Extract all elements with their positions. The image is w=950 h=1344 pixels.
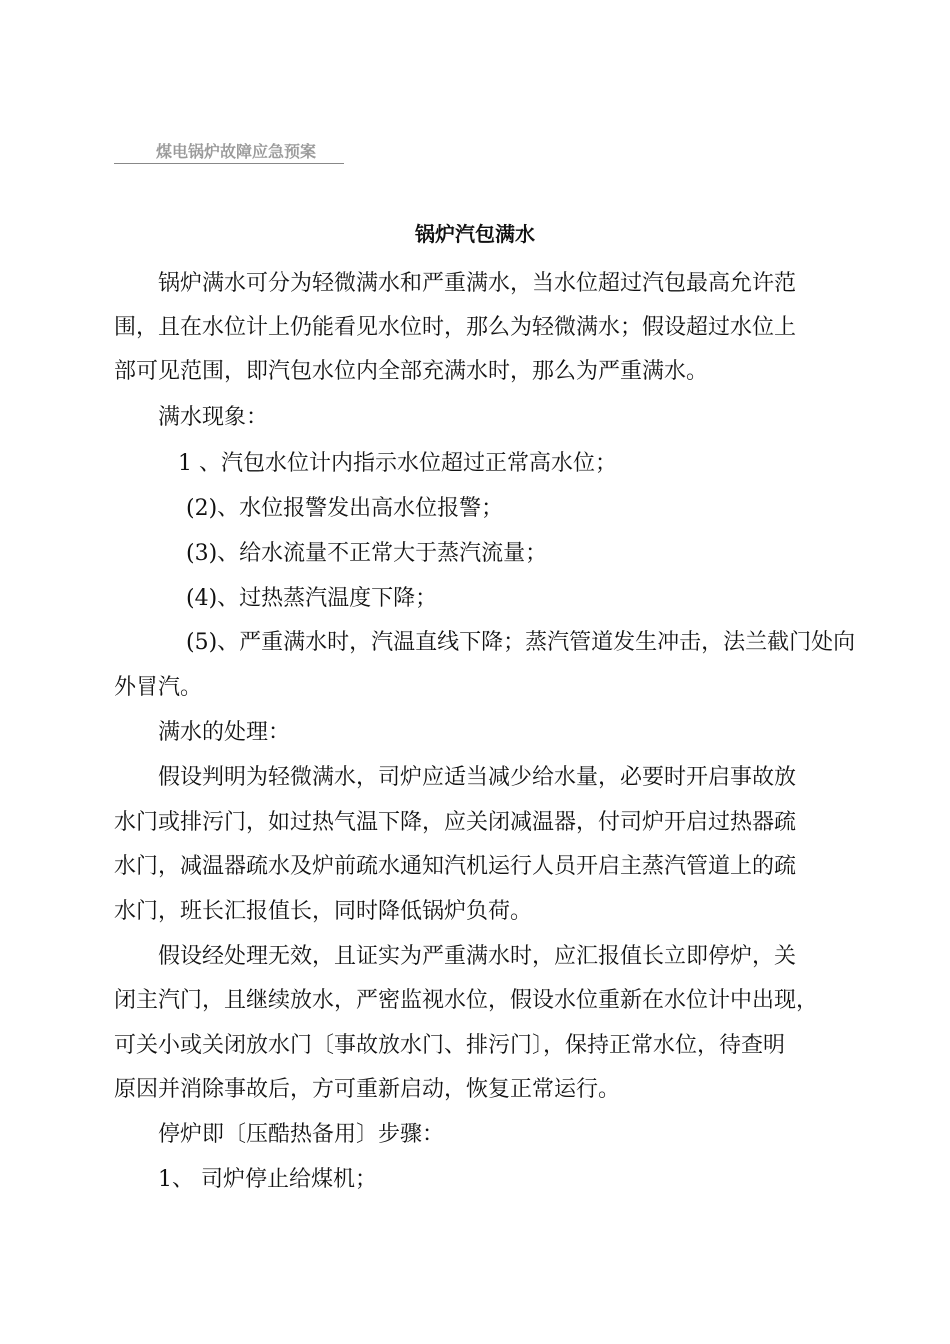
paragraph-line: 水门，班长汇报值长，同时降低锅炉负荷。 (114, 899, 533, 924)
paragraph-line: 闭主汽门，且继续放水，严密监视水位，假设水位重新在水位计中出现， (114, 988, 819, 1013)
document-title: 锅炉汽包满水 (415, 222, 535, 246)
paragraph-line: 水门或排污门，如过热气温下降，应关闭减温器，付司炉开启过热器疏 (114, 810, 797, 835)
page-header (114, 141, 344, 164)
paragraph-line: 围，且在水位计上仍能看见水位时，那么为轻微满水；假设超过水位上 (114, 315, 797, 340)
paragraph-line: 原因并消除事故后，方可重新启动，恢复正常运行。 (114, 1077, 621, 1102)
list-item: (2)、水位报警发出高水位报警； (186, 496, 504, 521)
section-heading: 停炉即〔压酷热备用〕步骤： (158, 1122, 445, 1147)
list-item: (5)、严重满水时，汽温直线下降；蒸汽管道发生冲击，法兰截门处向 (186, 630, 856, 655)
section-heading: 满水的处理： (158, 720, 291, 745)
paragraph-line: 假设判明为轻微满水，司炉应适当减少给水量，必要时开启事故放 (158, 765, 797, 790)
header-title: 煤电锅炉故障应急预案 (156, 142, 317, 161)
list-item: (4)、过热蒸汽温度下降； (186, 586, 438, 611)
paragraph-line: 假设经处理无效，且证实为严重满水时，应汇报值长立即停炉，关 (158, 944, 797, 969)
paragraph-line: 锅炉满水可分为轻微满水和严重满水，当水位超过汽包最高允许范 (158, 271, 797, 296)
list-item: (3)、给水流量不正常大于蒸汽流量； (186, 541, 548, 566)
paragraph-line: 外冒汽。 (114, 675, 203, 700)
paragraph-line: 可关小或关闭放水门〔事故放水门、排污门〕，保持正常水位，待查明 (114, 1033, 786, 1058)
paragraph-line: 水门，减温器疏水及炉前疏水通知汽机运行人员开启主蒸汽管道上的疏 (114, 854, 797, 879)
paragraph-line: 部可见范围，即汽包水位内全部充满水时，那么为严重满水。 (114, 359, 709, 384)
section-heading: 满水现象： (158, 405, 269, 430)
list-item: 1、 司炉停止给煤机； (158, 1167, 377, 1192)
list-item: 1 、汽包水位计内指示水位超过正常高水位； (178, 451, 617, 476)
